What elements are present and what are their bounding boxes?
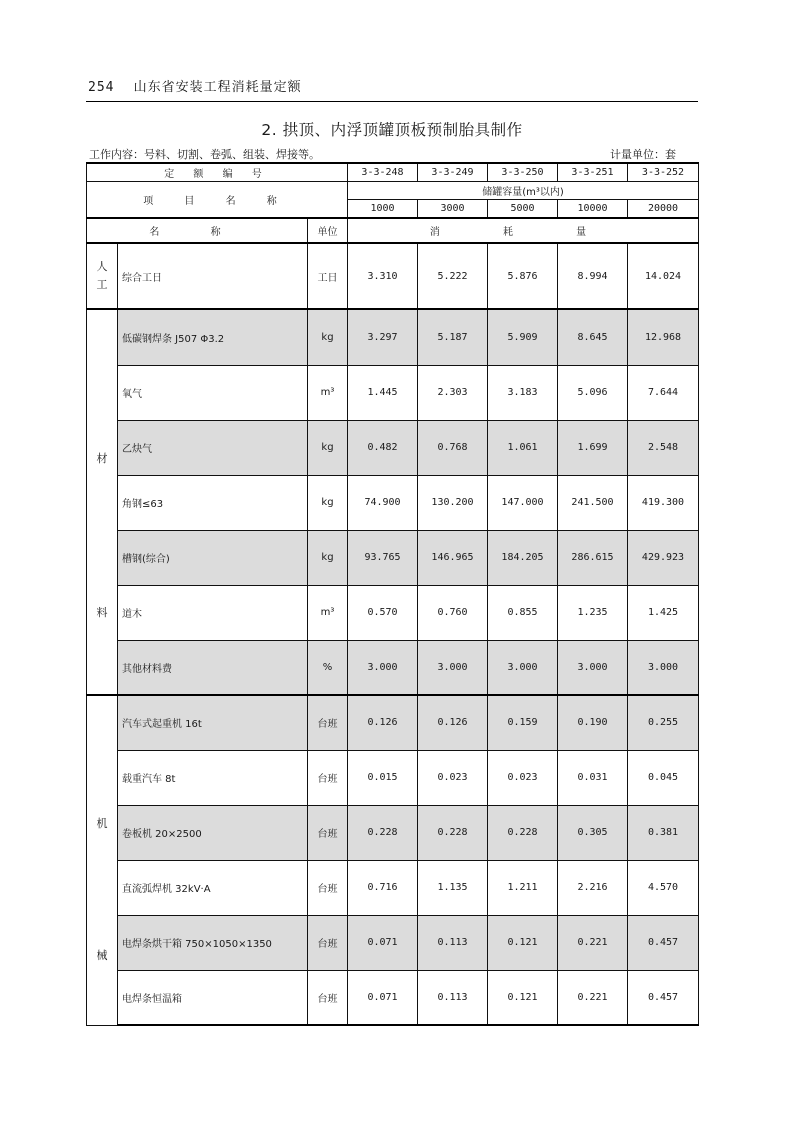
consumption-value: 2.303 [418, 365, 488, 420]
consumption-value: 419.300 [628, 475, 699, 530]
consumption-value: 1.235 [558, 585, 628, 640]
consumption-value: 0.023 [418, 750, 488, 805]
book-title: 山东省安装工程消耗量定额 [133, 80, 302, 95]
resource-name: 载重汽车 8t [118, 750, 308, 805]
unit-of-measure: 计量单位：套 [610, 148, 676, 161]
consumption-value: 184.205 [488, 530, 558, 585]
consumption-value: 5.187 [418, 309, 488, 365]
table-row [87, 530, 699, 585]
header-rule [86, 101, 698, 102]
consumption-value: 3.000 [558, 640, 628, 695]
consumption-value: 286.615 [558, 530, 628, 585]
page-number: 254 [88, 80, 115, 95]
quota-table [86, 162, 699, 1026]
consumption-value: 0.113 [418, 970, 488, 1025]
table-row [87, 420, 699, 475]
resource-unit: m³ [308, 365, 348, 420]
section-title: 2. 拱顶、内浮顶罐顶板预制胎具制作 [261, 121, 523, 139]
consumption-value: 5.909 [488, 309, 558, 365]
resource-unit: kg [308, 309, 348, 365]
resource-unit: m³ [308, 585, 348, 640]
consumption-header: 消 耗 量 [348, 218, 699, 243]
capacity-value: 5000 [488, 200, 558, 219]
consumption-value: 0.760 [418, 585, 488, 640]
table-row [87, 695, 699, 750]
consumption-value: 3.297 [348, 309, 418, 365]
consumption-value: 12.968 [628, 309, 699, 365]
consumption-value: 2.216 [558, 860, 628, 915]
table-row [87, 475, 699, 530]
consumption-value: 0.855 [488, 585, 558, 640]
table-row [87, 309, 699, 365]
resource-name: 角钢≤63 [118, 475, 308, 530]
consumption-value: 3.000 [628, 640, 699, 695]
consumption-value: 74.900 [348, 475, 418, 530]
consumption-value: 0.121 [488, 970, 558, 1025]
consumption-value: 0.381 [628, 805, 699, 860]
consumption-value: 0.305 [558, 805, 628, 860]
name-column-header: 名 称 [87, 218, 308, 243]
consumption-value: 2.548 [628, 420, 699, 475]
consumption-value: 0.768 [418, 420, 488, 475]
page-header [88, 76, 302, 95]
quota-code: 3-3-248 [348, 163, 418, 182]
consumption-value: 93.765 [348, 530, 418, 585]
quota-number-label: 定 额 编 号 [87, 163, 348, 182]
consumption-value: 3.000 [418, 640, 488, 695]
work-content: 工作内容：号料、切割、卷弧、组装、焊接等。 [89, 148, 320, 161]
resource-name: 卷板机 20×2500 [118, 805, 308, 860]
category-char: 人 [96, 260, 108, 273]
consumption-value: 241.500 [558, 475, 628, 530]
resource-unit: 台班 [308, 915, 348, 970]
category-char: 材 [96, 451, 108, 465]
resource-name: 道木 [118, 585, 308, 640]
consumption-value: 5.222 [418, 243, 488, 309]
unit-column-header: 单位 [308, 218, 348, 243]
consumption-value: 0.113 [418, 915, 488, 970]
consumption-value: 0.015 [348, 750, 418, 805]
consumption-value: 0.031 [558, 750, 628, 805]
consumption-value: 1.699 [558, 420, 628, 475]
resource-name: 综合工日 [118, 243, 308, 309]
resource-unit: kg [308, 475, 348, 530]
resource-name: 低碳钢焊条 J507 Φ3.2 [118, 309, 308, 365]
capacity-value: 10000 [558, 200, 628, 219]
consumption-value: 0.190 [558, 695, 628, 750]
consumption-value: 0.457 [628, 970, 699, 1025]
consumption-value: 0.121 [488, 915, 558, 970]
consumption-value: 7.644 [628, 365, 699, 420]
consumption-value: 0.071 [348, 915, 418, 970]
resource-unit: kg [308, 530, 348, 585]
consumption-value: 3.183 [488, 365, 558, 420]
capacity-label: 储罐容量(m³以内) [348, 182, 699, 200]
quota-code: 3-3-250 [488, 163, 558, 182]
consumption-value: 146.965 [418, 530, 488, 585]
consumption-value: 14.024 [628, 243, 699, 309]
consumption-value: 0.071 [348, 970, 418, 1025]
consumption-value: 0.126 [418, 695, 488, 750]
consumption-value: 3.310 [348, 243, 418, 309]
consumption-value: 1.425 [628, 585, 699, 640]
resource-name: 直流弧焊机 32kV·A [118, 860, 308, 915]
table-row [87, 805, 699, 860]
resource-unit: 台班 [308, 970, 348, 1025]
consumption-value: 0.457 [628, 915, 699, 970]
resource-name: 电焊条恒温箱 [118, 970, 308, 1025]
consumption-value: 5.096 [558, 365, 628, 420]
consumption-value: 0.045 [628, 750, 699, 805]
consumption-value: 0.482 [348, 420, 418, 475]
table-row [87, 640, 699, 695]
resource-name: 其他材料费 [118, 640, 308, 695]
consumption-value: 0.221 [558, 970, 628, 1025]
consumption-value: 1.211 [488, 860, 558, 915]
quota-code: 3-3-252 [628, 163, 699, 182]
table-row [87, 750, 699, 805]
consumption-value: 1.061 [488, 420, 558, 475]
resource-name: 电焊条烘干箱 750×1050×1350 [118, 915, 308, 970]
capacity-value: 1000 [348, 200, 418, 219]
consumption-value: 3.000 [488, 640, 558, 695]
category-labor [87, 243, 118, 309]
consumption-value: 1.445 [348, 365, 418, 420]
resource-name: 乙炔气 [118, 420, 308, 475]
resource-unit: 台班 [308, 860, 348, 915]
table-row [87, 915, 699, 970]
consumption-value: 429.923 [628, 530, 699, 585]
table-row [87, 243, 699, 309]
consumption-value: 5.876 [488, 243, 558, 309]
consumption-value: 8.994 [558, 243, 628, 309]
resource-name: 槽钢(综合) [118, 530, 308, 585]
consumption-value: 0.159 [488, 695, 558, 750]
consumption-value: 147.000 [488, 475, 558, 530]
capacity-value: 20000 [628, 200, 699, 219]
resource-unit: 台班 [308, 750, 348, 805]
category-char: 械 [96, 949, 108, 963]
resource-name: 氧气 [118, 365, 308, 420]
resource-unit: % [308, 640, 348, 695]
consumption-value: 3.000 [348, 640, 418, 695]
resource-unit: 台班 [308, 695, 348, 750]
category-char: 料 [96, 606, 108, 620]
table-row [87, 585, 699, 640]
capacity-value: 3000 [418, 200, 488, 219]
consumption-value: 0.221 [558, 915, 628, 970]
resource-unit: 台班 [308, 805, 348, 860]
consumption-value: 130.200 [418, 475, 488, 530]
consumption-value: 0.228 [418, 805, 488, 860]
category-material [87, 309, 118, 695]
quota-code: 3-3-251 [558, 163, 628, 182]
table-row [87, 365, 699, 420]
consumption-value: 0.126 [348, 695, 418, 750]
consumption-value: 0.228 [488, 805, 558, 860]
consumption-value: 0.570 [348, 585, 418, 640]
item-name-label: 项 目 名 称 [87, 182, 348, 219]
consumption-value: 0.255 [628, 695, 699, 750]
resource-name: 汽车式起重机 16t [118, 695, 308, 750]
resource-unit: 工日 [308, 243, 348, 309]
resource-unit: kg [308, 420, 348, 475]
consumption-value: 4.570 [628, 860, 699, 915]
category-char: 机 [96, 817, 108, 831]
category-char: 工 [96, 278, 108, 291]
consumption-value: 0.023 [488, 750, 558, 805]
quota-code: 3-3-249 [418, 163, 488, 182]
consumption-value: 0.716 [348, 860, 418, 915]
table-row [87, 860, 699, 915]
category-machinery [87, 695, 118, 1025]
consumption-value: 0.228 [348, 805, 418, 860]
table-row [87, 970, 699, 1025]
consumption-value: 1.135 [418, 860, 488, 915]
consumption-value: 8.645 [558, 309, 628, 365]
